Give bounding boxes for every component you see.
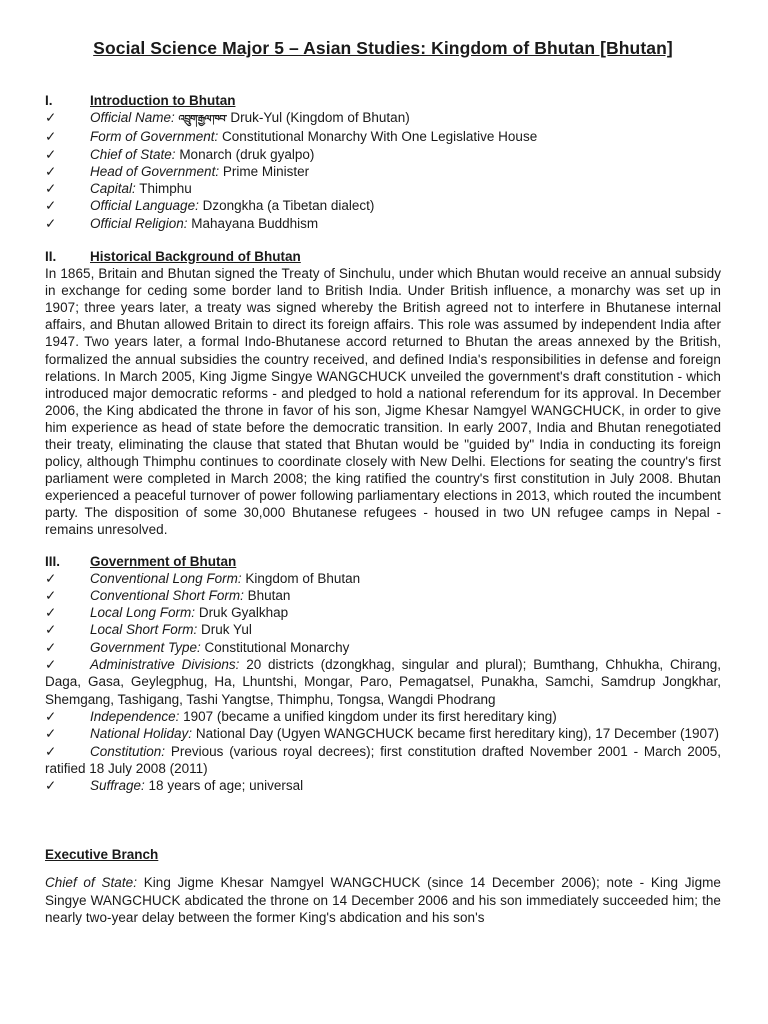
item-label: Administrative Divisions: [90, 657, 240, 673]
item-value: National Day (Ugyen WANGCHUCK became first hereditary king), 17 December (1907) [192, 726, 720, 742]
list-item-local-long-form [45, 604, 721, 621]
list-item-official-name [45, 109, 721, 128]
section-1-list [45, 109, 721, 232]
checkmark-icon: ✓ [45, 215, 57, 231]
item-value: Constitutional Monarchy With One Legislative House [218, 129, 538, 145]
checkmark-icon: ✓ [45, 129, 57, 145]
item-value: Druk-Yul (Kingdom of Bhutan) [226, 110, 410, 125]
item-value: 20 districts (dzongkhag, singular and plural); Bumthang, Chhukha, Chirang, Daga, Gasa, Geylegphug, Ha, Lhuntshi, Mongar, Paro, Pemagatsel, Punakha, Samchi, Samdrup Jongkhar, Shemgang, Tashigang, Tashi Yangtse, Thimphu, Tongsa, Wangdi Phodrang [45, 657, 721, 707]
item-value: Previous (various royal decrees); first constitution drafted November 2001 - March 2005, ratified 18 July 2008 (2011) [45, 743, 721, 776]
executive-branch-heading: Executive Branch [45, 847, 159, 863]
item-label: Head of Government: [90, 163, 220, 179]
list-item-official-religion [45, 215, 721, 232]
list-item-capital [45, 180, 721, 197]
item-value: Druk Gyalkhap [195, 605, 289, 621]
item-label: Local Long Form: [90, 605, 196, 621]
checkmark-icon: ✓ [45, 605, 57, 621]
list-item-form-of-government [45, 128, 721, 145]
checkmark-icon: ✓ [45, 657, 57, 673]
history-paragraph: In 1865, Britain and Bhutan signed the Treaty of Sinchulu, under which Bhutan would receive an annual subsidy in exchange for ceding some border land to British India. Under British influence, a monarchy was set up in 1907; three years later, a treaty was signed whereby the British agreed not to interfere in Bhutanese internal affairs, and Bhutan allowed Britain to direct its foreign affairs. This role was assumed by independent India after 1947. Two years later, a formal Indo-Bhutanese accord returned to Bhutan the areas annexed by the British, formalized the annual subsidies the country received, and defined India's responsibilities in defense and foreign relations. In March 2005, King Jigme Singye WANGCHUCK unveiled the government's draft constitution - which introduced major democratic reforms - and pledged to hold a national referendum for its approval. In December 2006, the King abdicated the throne in favor of his son, Jigme Khesar Namgyel WANGCHUCK, in order to give him experience as head of state before the democratic transition. In early 2007, India and Bhutan renegotiated their treaty, eliminating the clause that stated that Bhutan would be "guided by" India in conducting its foreign policy, although Thimphu continues to coordinate closely with New Delhi. Elections for seating the country's first parliament were completed in March 2008; the king ratified the country's first constitution in July 2008. Bhutan experienced a peaceful turnover of power following parliamentary elections in 2013, which routed the incumbent party. The disposition of some 30,000 Bhutanese refugees - housed in two UN refugee camps in Nepal - remains unresolved. [45, 266, 721, 538]
item-label: Form of Government: [90, 129, 219, 145]
checkmark-icon: ✓ [45, 198, 57, 214]
checkmark-icon: ✓ [45, 110, 57, 125]
document-page [45, 38, 721, 926]
section-3-number: III. [45, 553, 61, 569]
list-item-official-language [45, 197, 721, 214]
item-value: 1907 (became a unified kingdom under its first hereditary king) [179, 708, 557, 724]
checkmark-icon: ✓ [45, 639, 57, 655]
item-label: National Holiday: [90, 726, 193, 742]
item-value: Thimphu [135, 181, 192, 197]
item-label: Chief of State: [90, 146, 176, 162]
list-item-head-of-government [45, 163, 721, 180]
list-item-suffrage [45, 777, 721, 794]
item-label: Suffrage: [90, 778, 145, 794]
list-item-constitution [45, 743, 721, 778]
item-value: Constitutional Monarchy [200, 639, 350, 655]
item-value: Dzongkha (a Tibetan dialect) [198, 198, 375, 214]
item-label: Government Type: [90, 639, 201, 655]
section-1-number: I. [45, 93, 53, 108]
list-item-chief-of-state [45, 146, 721, 163]
item-value: 18 years of age; universal [144, 778, 304, 794]
list-item-national-holiday [45, 725, 721, 742]
item-label: Local Short Form: [90, 622, 198, 638]
section-3-list [45, 570, 721, 795]
section-1-heading [45, 92, 721, 109]
checkmark-icon: ✓ [45, 146, 57, 162]
item-label: Official Name: [90, 110, 175, 125]
checkmark-icon: ✓ [45, 726, 57, 742]
item-value: Monarch (druk gyalpo) [175, 146, 315, 162]
item-label: Capital: [90, 181, 136, 197]
checkmark-icon: ✓ [45, 778, 57, 794]
item-value: Kingdom of Bhutan [241, 570, 361, 586]
checkmark-icon: ✓ [45, 743, 57, 759]
item-value: Bhutan [243, 587, 291, 603]
executive-label: Chief of State: [45, 875, 138, 891]
section-2-title: Historical Background of Bhutan [90, 249, 301, 265]
list-item-local-short-form [45, 621, 721, 638]
list-item-government-type [45, 639, 721, 656]
item-label: Official Language: [90, 198, 199, 214]
checkmark-icon: ✓ [45, 587, 57, 603]
executive-paragraph [45, 874, 721, 925]
list-item-conventional-long-form [45, 570, 721, 587]
checkmark-icon: ✓ [45, 163, 57, 179]
section-2-heading [45, 248, 721, 265]
checkmark-icon: ✓ [45, 181, 57, 197]
dzongkha-script: འབྲུག་རྒྱལ་ཁབ་ [178, 114, 227, 125]
item-label: Conventional Short Form: [90, 587, 244, 603]
section-1-title: Introduction to Bhutan [90, 93, 236, 108]
checkmark-icon: ✓ [45, 570, 57, 586]
item-value: Mahayana Buddhism [187, 215, 319, 231]
item-value: Druk Yul [197, 622, 252, 638]
checkmark-icon: ✓ [45, 622, 57, 638]
section-2-number: II. [45, 249, 57, 265]
list-item-conventional-short-form [45, 587, 721, 604]
item-label: Constitution: [90, 743, 166, 759]
list-item-independence [45, 708, 721, 725]
item-label: Official Religion: [90, 215, 188, 231]
executive-text: King Jigme Khesar Namgyel WANGCHUCK (since 14 December 2006); note - King Jigme Singye WANGCHUCK abdicated the throne on 14 December 2006 and his son immediately succeeded him; the nearly two-year delay between the former King's abdication and his son's [45, 875, 721, 925]
section-3-title: Government of Bhutan [90, 553, 237, 569]
document-title: Social Science Major 5 – Asian Studies: Kingdom of Bhutan [Bhutan] [93, 38, 673, 58]
item-label: Independence: [90, 708, 180, 724]
section-3-heading [45, 553, 721, 570]
item-value: Prime Minister [219, 163, 310, 179]
checkmark-icon: ✓ [45, 708, 57, 724]
list-item-administrative-divisions [45, 656, 721, 708]
item-label: Conventional Long Form: [90, 570, 242, 586]
